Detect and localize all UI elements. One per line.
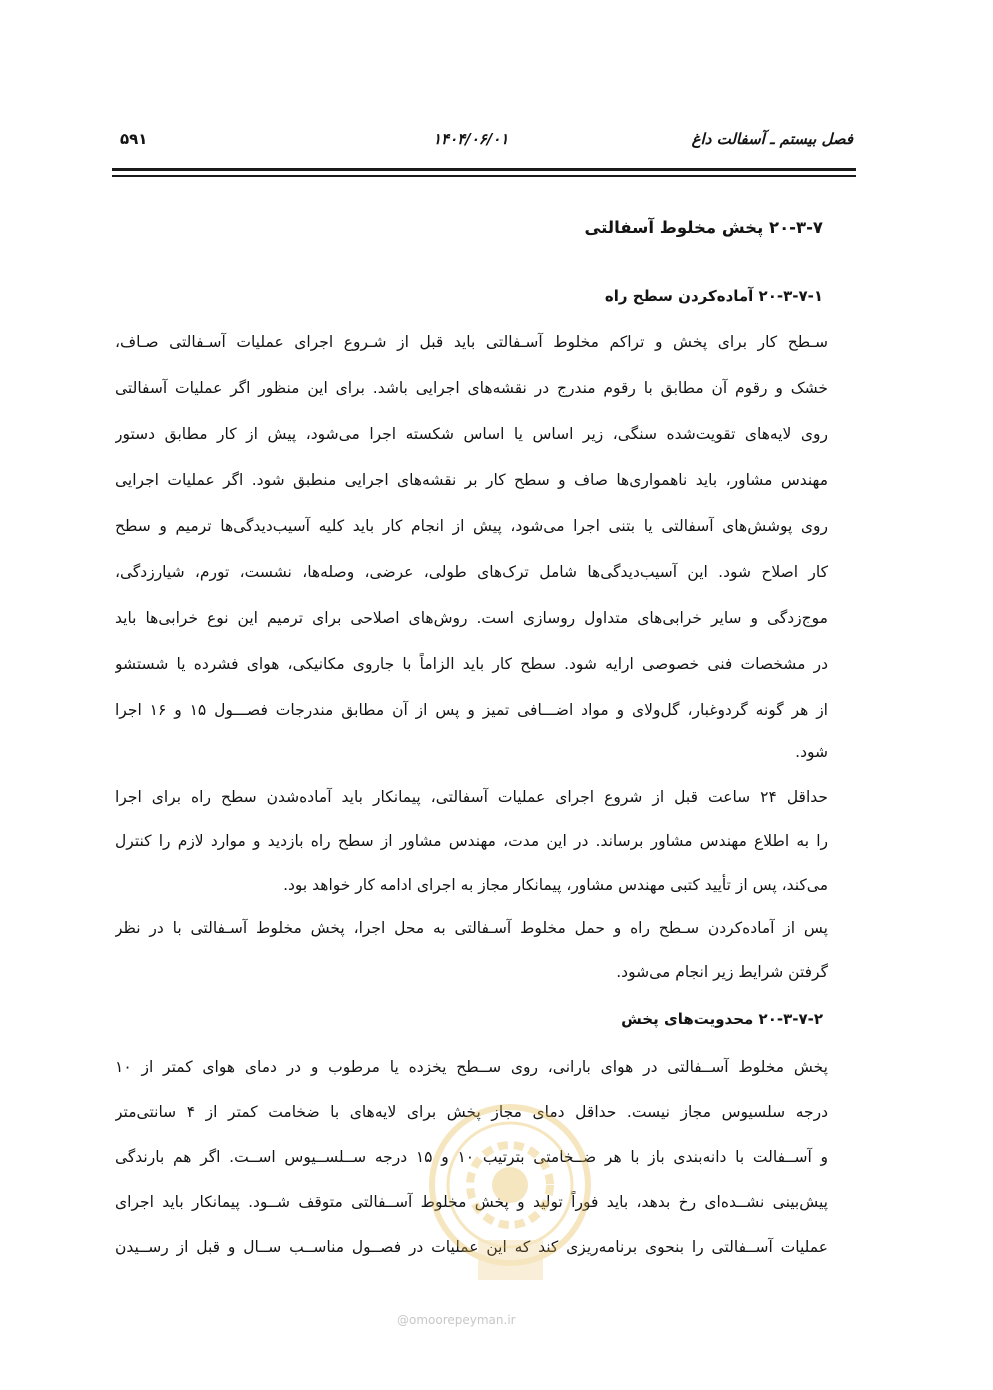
subsection-heading-1: ۲۰-۳-۷-۱ آماده‌کردن سطح راه [604, 287, 823, 305]
body-line: گرفتن شرایط زیر انجام می‌شود. [616, 963, 828, 981]
body-line: در مشخصات فنی خصوصی ارایه شود. سطح کار باید الزاماً با جاروی مکانیکی، هوای فشرده یا شستشو [115, 655, 828, 673]
body-line: مهندس مشاور، باید ناهمواری‌ها صاف و سطح کار بر نقشه‌های اجرایی منطبق شود. اگر عملیات اجرایی [115, 471, 828, 489]
body-line: موج‌زدگی و سایر خرابی‌های متداول روسازی است. روش‌های اصلاحی برای ترمیم این نوع خرابی‌ها باید [115, 609, 828, 627]
body-line: پخش مخلوط آســفالتی در هوای بارانی، روی ســطح یخزده یا مرطوب و در دمای هوای کمتر از ۱۰ [115, 1058, 828, 1076]
body-line: روی پوشش‌های آسفالتی یا بتنی اجرا می‌شود، پیش از انجام کار باید کلیه آسیب‌دیدگی‌ها ترمیم و سطح [115, 517, 828, 535]
body-line: روی لایه‌های تقویت‌شده سنگی، زیر اساس یا اساس شکسته اجرا می‌شود، پیش از کار مطابق دستور [115, 425, 828, 443]
body-line: حداقل ۲۴ ساعت قبل از شروع اجرای عملیات آسفالتی، پیمانکار باید آماده‌شدن سطح راه برای اجرا [115, 788, 828, 806]
header-rule-thick [112, 168, 856, 171]
body-line: خشک و رقوم آن مطابق با رقوم مندرج در نقشه‌های اجرایی باشد. برای این منظور اگر عملیات آسفالتی [115, 379, 828, 397]
body-line: شود. [795, 743, 828, 761]
body-line: و آســفالت با دانه‌بندی باز با هر ضــخامتی بترتیب ۱۰ و ۱۵ درجه ســلســیوس اســت. اگر هم بارندگی [115, 1148, 828, 1166]
body-line: پس از آماده‌کردن سـطح راه و حمل مخلوط آسـفالتی به محل اجرا، پخش مخلوط آسـفالتی با در نظر [115, 919, 828, 937]
body-line: پیش‌بینی نشــده‌ای رخ بدهد، باید فوراً تولید و پخش مخلوط آســفالتی متوقف شــود. پیمانکار باید اجرای [115, 1193, 828, 1211]
section-heading: ۲۰-۳-۷ پخش مخلوط آسفالتی [584, 218, 823, 237]
header-rule-thin [112, 175, 856, 177]
watermark-url: @omoorepeyman.ir [397, 1313, 516, 1327]
body-line: را به اطلاع مهندس مشاور برساند. در این مدت، مهندس مشاور از سطح راه بازدید و موارد لازم را کنترل [115, 832, 828, 850]
body-line: عملیات آســفالتی را بنحوی برنامه‌ریزی کند که این عملیات در فصــول مناســب ســال و قبل از رســیدن [115, 1238, 828, 1256]
running-header-chapter: فصل بیستم ـ آسفالت داغ [691, 130, 853, 148]
body-line: از هر گونه گردوغبار، گل‌ولای و مواد اضـــافی تمیز و پس از آن مطابق مندرجات فصـــول ۱۵ و ۱۶ اجرا [115, 701, 828, 719]
page-number: ۵۹۱ [120, 130, 148, 148]
body-line: کار اصلاح شود. این آسیب‌دیدگی‌ها شامل ترک‌های طولی، عرضی، وصله‌ها، نشست، تورم، شیارزدگی، [115, 563, 828, 581]
subsection-heading-2: ۲۰-۳-۷-۲ محدویت‌های پخش [621, 1010, 823, 1028]
body-line: درجه سلسیوس مجاز نیست. حداقل دمای مجاز پخش برای لایه‌های با ضخامت کمتر از ۴ سانتی‌متر [115, 1103, 828, 1121]
body-line: سـطح کار برای پخش و تراکم مخلوط آسـفالتی باید قبل از شـروع اجرای عملیات آسـفالتی صـاف، [115, 333, 828, 351]
watermark-logo [418, 1090, 603, 1300]
body-line: می‌کند، پس از تأیید کتبی مهندس مشاور، پیمانکار مجاز به اجرای ادامه کار خواهد بود. [283, 876, 828, 894]
running-header-date: ۱۴۰۴/۰۶/۰۱ [433, 130, 509, 148]
